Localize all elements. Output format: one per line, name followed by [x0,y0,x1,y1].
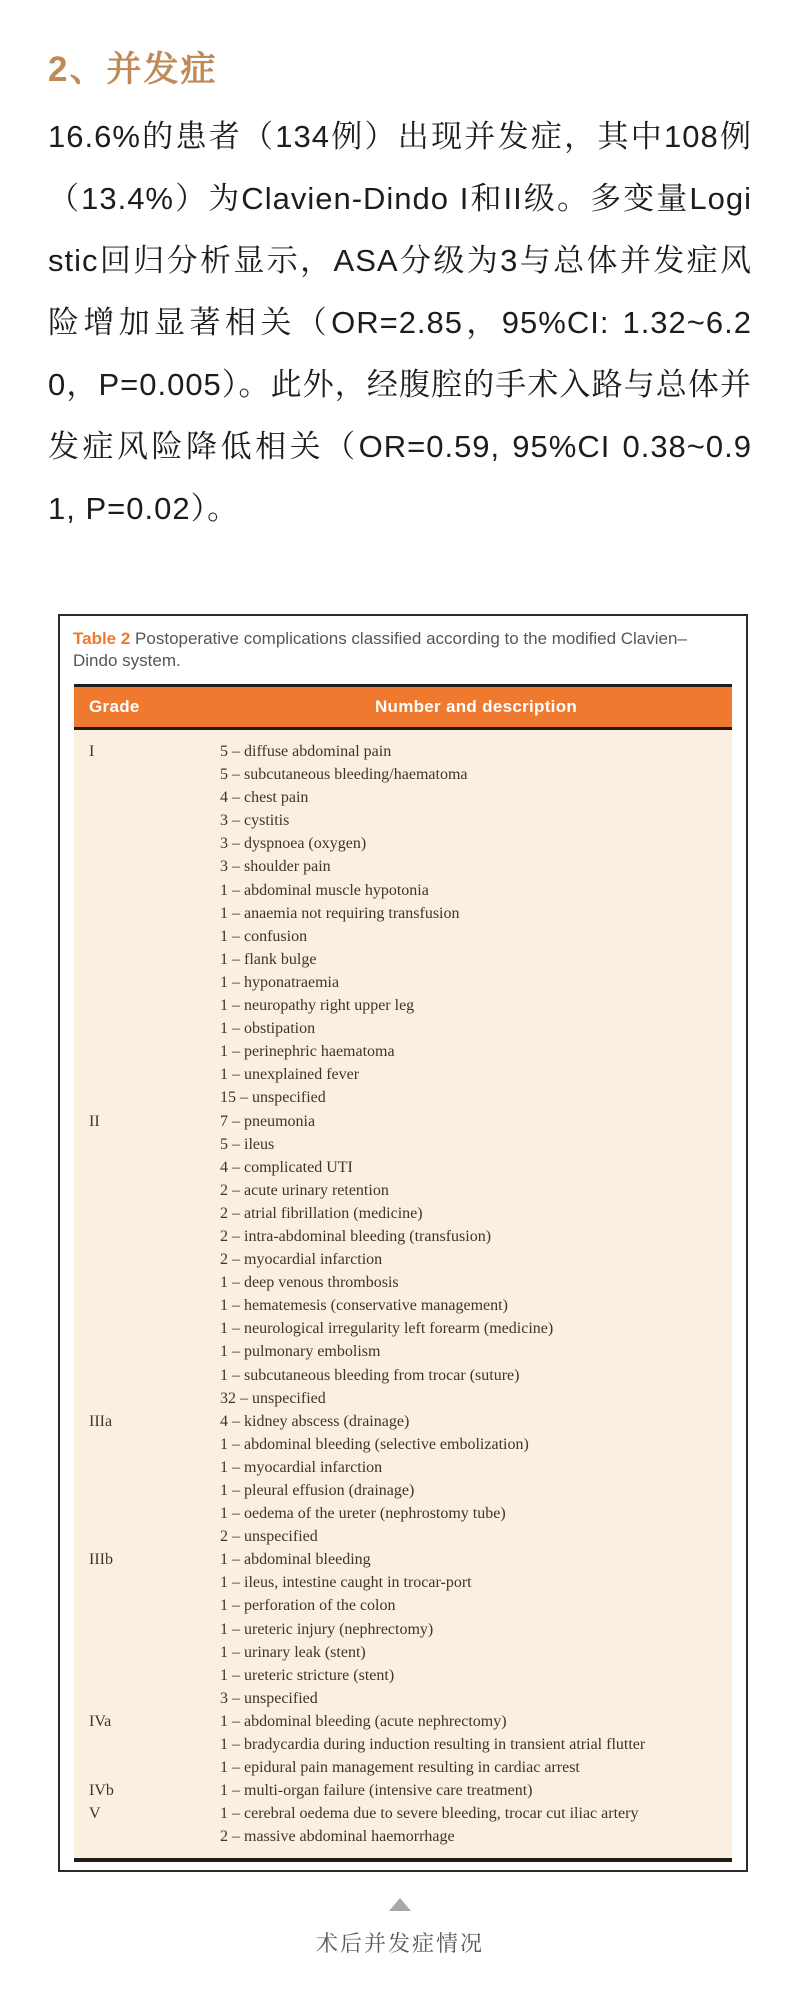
complication-item: 1 – neuropathy right upper leg [220,997,415,1015]
complication-item: 4 – kidney abscess (drainage) [220,1412,410,1430]
complication-item: 5 – ileus [220,1135,275,1153]
complication-item: 1 – cerebral oedema due to severe bleeding, trocar cut iliac artery [220,1805,639,1823]
up-triangle-icon [389,1898,411,1911]
table-row [74,740,732,1110]
items-cell [220,1802,732,1848]
table-row [74,1779,732,1802]
table-row [74,1410,732,1549]
complication-item: 1 – epidural pain management resulting in cardiac arrest [220,1759,580,1777]
complication-item: 1 – myocardial infarction [220,1458,383,1476]
complication-item: 1 – hematemesis (conservative management) [220,1297,508,1315]
complication-item: 3 – cystitis [220,812,290,830]
grade-cell: II [89,1112,100,1130]
complication-item: 1 – hyponatraemia [220,973,340,991]
complication-item: 7 – pneumonia [220,1112,316,1130]
complication-item: 1 – ureteric injury (nephrectomy) [220,1620,434,1638]
grade-cell: IIIa [89,1412,113,1430]
complication-item: 4 – chest pain [220,789,309,807]
items-cell [220,1710,732,1779]
complication-item: 1 – deep venous thrombosis [220,1274,399,1292]
items-cell [220,1779,732,1802]
table-figure [58,614,748,1872]
complication-item: 5 – subcutaneous bleeding/haematoma [220,766,468,784]
complication-item: 1 – multi-organ failure (intensive care treatment) [220,1782,533,1800]
table-row [74,1710,732,1779]
complication-item: 1 – obstipation [220,1020,316,1038]
table-caption-text: Postoperative complications classified according to the modified Clavien–Dindo system. [73,629,687,670]
grade-cell: IVb [89,1782,114,1800]
complication-item: 5 – diffuse abdominal pain [220,743,392,760]
complication-item: 1 – anaemia not requiring transfusion [220,904,460,922]
figure-caption: 术后并发症情况 [315,1930,484,1956]
items-cell [220,740,732,1110]
caption-pointer [0,1898,800,1911]
complication-item: 3 – unspecified [220,1689,318,1707]
complication-item: 1 – oedema of the ureter (nephrostomy tube) [220,1505,506,1523]
body-paragraph: 16.6%的患者（134例）出现并发症，其中108例（13.4%）为Clavien-Dindo I和II级。多变量Logistic回归分析显示，ASA分级为3与总体并发症风险增加显著相关（OR=2.85，95%CI: 1.32~6.20，P=0.005）。此外，经腹腔的手术入路与总体并发症风险降低相关（OR=0.59, 95%CI 0.38~0.91, P=0.02）。 [48,119,752,526]
complication-item: 2 – myocardial infarction [220,1251,383,1269]
items-cell [220,1410,732,1549]
column-header-description: Number and description [374,697,578,716]
section-heading: 2、并发症 [48,50,218,89]
complication-item: 1 – flank bulge [220,950,317,968]
complication-item: 2 – intra-abdominal bleeding (transfusion) [220,1227,492,1245]
complication-item: 1 – abdominal bleeding (selective embolization) [220,1435,529,1453]
column-header-grade: Grade [89,697,140,716]
grade-cell: IVa [89,1712,112,1730]
complication-item: 2 – acute urinary retention [220,1181,389,1199]
grade-cell: I [89,743,95,760]
complication-item: 4 – complicated UTI [220,1158,353,1176]
complication-item: 1 – ileus, intestine caught in trocar-port [220,1574,472,1592]
complication-item: 1 – confusion [220,927,308,945]
grade-cell: IIIb [89,1551,113,1569]
article-page [0,42,800,1986]
items-cell [220,1110,732,1410]
complication-item: 1 – perinephric haematoma [220,1043,395,1061]
complication-item: 1 – urinary leak (stent) [220,1643,366,1661]
table-header-row [74,684,732,730]
table-body [74,730,732,1858]
complication-item: 1 – abdominal bleeding (acute nephrectomy) [220,1712,507,1730]
complication-item: 1 – pulmonary embolism [220,1343,381,1361]
complication-item: 3 – dyspnoea (oxygen) [220,835,367,853]
complication-item: 2 – atrial fibrillation (medicine) [220,1204,423,1222]
complication-item: 1 – bradycardia during induction resulting in transient atrial flutter [220,1736,646,1754]
complication-item: 32 – unspecified [220,1389,326,1407]
items-cell [220,1548,732,1710]
complication-item: 2 – massive abdominal haemorrhage [220,1828,455,1846]
table-row [74,1548,732,1710]
complication-item: 1 – perforation of the colon [220,1597,396,1615]
table-row [74,1110,732,1410]
complication-item: 1 – pleural effusion (drainage) [220,1482,415,1499]
complication-item: 1 – neurological irregularity left forearm (medicine) [220,1320,554,1338]
table-row [74,1802,732,1848]
complication-item: 1 – ureteric stricture (stent) [220,1666,395,1684]
complication-item: 1 – unexplained fever [220,1066,360,1084]
complication-item: 1 – abdominal muscle hypotonia [220,881,429,899]
complication-item: 1 – abdominal bleeding [220,1551,371,1569]
complication-item: 15 – unspecified [220,1089,326,1107]
complication-item: 2 – unspecified [220,1528,318,1546]
grade-cell: V [89,1805,101,1823]
complication-item: 3 – shoulder pain [220,858,331,876]
table-bottom-rule [74,1858,732,1862]
table-caption [60,616,746,682]
table-caption-label: Table 2 [73,629,131,648]
complication-item: 1 – subcutaneous bleeding from trocar (suture) [220,1366,520,1384]
